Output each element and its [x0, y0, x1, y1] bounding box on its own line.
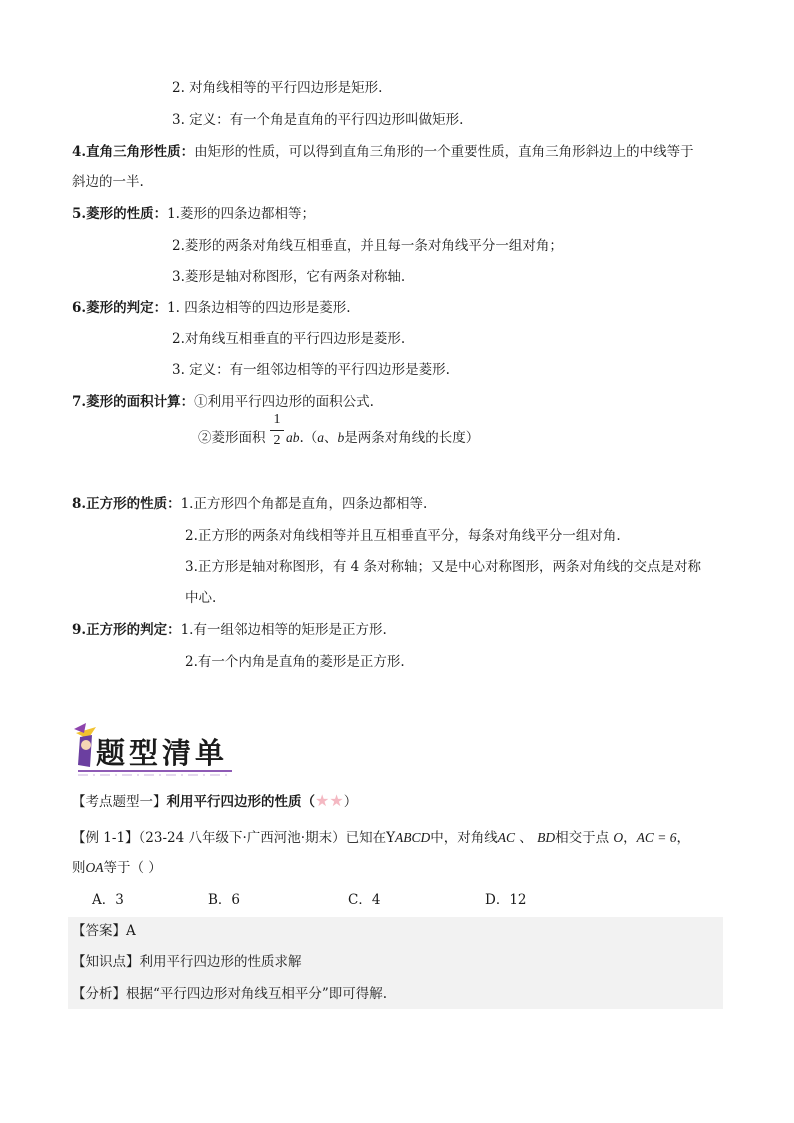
analysis-line [72, 984, 387, 1004]
knowledge-value: 利用平行四边形的性质求解 [139, 954, 302, 970]
variable-ab: ab [286, 430, 300, 445]
fraction-denominator: 2 [273, 433, 281, 448]
rhombus-area-suffix: 是两条对角线的长度） [344, 430, 480, 446]
square-props-line-1 [72, 494, 427, 514]
example-text-6: ， [676, 830, 691, 846]
square-props-item-2: 2.正方形的两条对角线相等并且互相垂直平分，每条对角线平分一组对角. [185, 528, 621, 544]
right-triangle-text-2: 斜边的一半. [72, 174, 144, 190]
example-line-2 [72, 858, 162, 878]
analysis-value: 根据“平行四边形对角线互相平分”即可得解. [126, 986, 388, 1002]
variable-a: a [317, 430, 325, 445]
answer-label: 【答案】 [72, 923, 126, 939]
rhombus-judgement-item-1: 1. 四条边相等的四边形是菱形. [167, 300, 351, 316]
example-line-2-a: 则 [72, 860, 86, 876]
example-text-2: 中，对角线 [430, 830, 498, 846]
rhombus-props-item-2: 2.菱形的两条对角线互相垂直，并且每一条对角线平分一组对角； [172, 238, 563, 254]
question-type-title: 利用平行四边形的性质（ [166, 794, 315, 810]
option-b: B．6 [208, 892, 241, 908]
fraction-numerator: 1 [273, 412, 281, 427]
separator: 、 [324, 430, 338, 446]
rhombus-judgement-item-2: 2.对角线互相垂直的平行四边形是菱形. [172, 331, 406, 347]
knowledge-label: 【知识点】 [72, 954, 140, 970]
square-judgement-line-1 [72, 620, 387, 640]
rhombus-props-line-1 [72, 204, 315, 224]
equation-ac: AC = 6 [636, 830, 677, 845]
example-line-2-b: 等于（ ） [103, 860, 162, 876]
knowledge-line [72, 952, 302, 972]
rhombus-area-heading: 7.菱形的面积计算： [72, 394, 195, 410]
example-label: 【例 1-1】 [72, 830, 139, 846]
question-type-close: ） [343, 794, 358, 810]
square-judgement-heading: 9.正方形的判定： [72, 622, 181, 638]
one-half-fraction [270, 412, 284, 449]
right-triangle-heading: 4.直角三角形性质： [72, 144, 195, 160]
option-c: C．4 [348, 892, 381, 908]
rhombus-props-item-3: 3.菱形是轴对称图形，它有两条对称轴. [172, 269, 406, 285]
parallelogram-name: ABCD [395, 830, 431, 845]
diagonal-ac: AC [497, 830, 516, 845]
square-props-item-3: 3.正方形是轴对称图形，有 4 条对称轴；又是中心对称图形，两条对角线的交点是对称 [185, 559, 702, 575]
square-props-item-1: 1.正方形四个角都是直角，四条边都相等. [180, 496, 428, 512]
rhombus-judgement-heading: 6.菱形的判定： [72, 300, 168, 316]
point-o: O [613, 830, 624, 845]
section-banner [70, 723, 240, 779]
answer-line [72, 921, 136, 941]
square-props-heading: 8.正方形的性质： [72, 496, 181, 512]
answer-value: A [126, 923, 136, 939]
paren-open: .（ [299, 430, 318, 446]
example-text-5: ， [623, 830, 637, 846]
right-triangle-line-1 [72, 142, 694, 162]
analysis-label: 【分析】 [72, 986, 126, 1002]
right-triangle-text-1: 由矩形的性质，可以得到直角三角形的一个重要性质，直角三角形斜边上的中线等于 [194, 144, 694, 160]
example-text-3: 、 [515, 830, 538, 846]
example-text-1: 已知在 [345, 830, 387, 846]
example-source: （23-24 八年级下·广西河池·期末） [138, 830, 346, 846]
parallelogram-symbol: Y [386, 830, 395, 846]
banner-title: 题型清单 [96, 736, 229, 770]
rhombus-props-item-1: 1.菱形的四条边都相等； [167, 206, 315, 222]
rhombus-area-formula [286, 428, 479, 448]
square-judgement-item-1: 1.有一组邻边相等的矩形是正方形. [180, 622, 387, 638]
rhombus-judgement-line-1 [72, 298, 351, 318]
example-line-1 [72, 828, 690, 848]
rhombus-area-prefix: ②菱形面积 [198, 430, 266, 446]
fraction-bar [270, 430, 284, 431]
example-text-4: 相交于点 [555, 830, 614, 846]
question-type-tag: 【考点题型一】 [72, 794, 167, 810]
option-a: A．3 [92, 892, 124, 908]
rhombus-judgement-item-3: 3. 定义：有一组邻边相等的平行四边形是菱形. [172, 362, 450, 378]
option-d: D．12 [485, 892, 527, 908]
square-judgement-item-2: 2.有一个内角是直角的菱形是正方形. [185, 654, 405, 670]
rect-judgement-item-3: 3. 定义：有一个角是直角的平行四边形叫做矩形. [172, 112, 464, 128]
variable-b: b [337, 430, 345, 445]
square-props-item-3-cont: 中心. [185, 590, 217, 606]
segment-oa: OA [85, 860, 104, 875]
difficulty-stars-icon: ★★ [315, 791, 344, 810]
rect-judgement-item-2: 2. 对角线相等的平行四边形是矩形. [172, 80, 383, 96]
rhombus-area-item-1: ①利用平行四边形的面积公式. [194, 394, 374, 410]
rhombus-props-heading: 5.菱形的性质： [72, 206, 168, 222]
diagonal-bd: BD [537, 830, 556, 845]
rhombus-area-line-1 [72, 392, 374, 412]
question-type-line [72, 791, 357, 812]
